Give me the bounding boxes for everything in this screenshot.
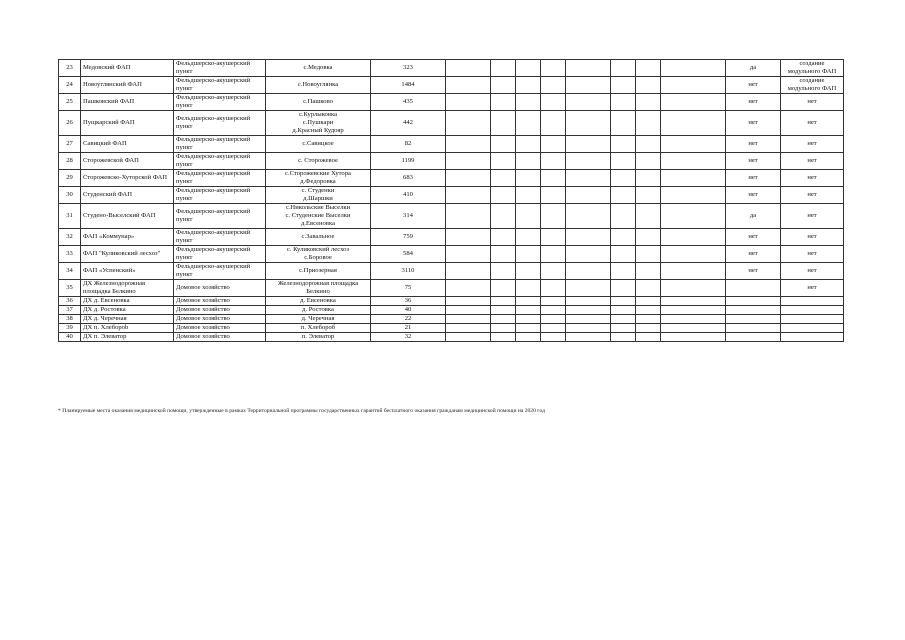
table-row bbox=[59, 297, 844, 306]
empty-cell bbox=[541, 297, 566, 306]
empty-cell bbox=[636, 153, 661, 170]
population: 75 bbox=[371, 280, 446, 297]
modular-plan: нет bbox=[781, 246, 844, 263]
empty-cell bbox=[516, 60, 541, 77]
empty-cell bbox=[636, 204, 661, 229]
facility-name: ДХ п. Элеватор bbox=[81, 333, 174, 342]
modular-plan bbox=[781, 324, 844, 333]
table-row bbox=[59, 153, 844, 170]
empty-cell bbox=[491, 306, 516, 315]
population: 584 bbox=[371, 246, 446, 263]
empty-cell bbox=[661, 280, 726, 297]
modular-plan: создание модульного ФАП bbox=[781, 60, 844, 77]
empty-cell bbox=[516, 324, 541, 333]
empty-cell bbox=[541, 263, 566, 280]
row-number: 26 bbox=[59, 111, 81, 136]
row-number: 35 bbox=[59, 280, 81, 297]
facility-name: Студено-Выселский ФАП bbox=[81, 204, 174, 229]
empty-cell bbox=[491, 280, 516, 297]
facility-name: ДХ д. Черечная bbox=[81, 315, 174, 324]
settlement: с.Новоуглянка bbox=[266, 77, 371, 94]
modular-plan bbox=[781, 297, 844, 306]
facility-name: ФАП «Коммунар» bbox=[81, 229, 174, 246]
empty-cell bbox=[611, 77, 636, 94]
modular-plan: нет bbox=[781, 204, 844, 229]
empty-cell bbox=[491, 333, 516, 342]
population: 36 bbox=[371, 297, 446, 306]
modular-plan: нет bbox=[781, 229, 844, 246]
empty-cell bbox=[661, 333, 726, 342]
empty-cell bbox=[446, 204, 491, 229]
facility-type: Фельдшерско-акушерский пункт bbox=[174, 60, 266, 77]
flag-value: нет bbox=[726, 246, 781, 263]
empty-cell bbox=[636, 111, 661, 136]
empty-cell bbox=[566, 297, 611, 306]
flag-value: да bbox=[726, 204, 781, 229]
facility-name: ДХ д. Евсеновка bbox=[81, 297, 174, 306]
row-number: 40 bbox=[59, 333, 81, 342]
facility-name: ДХ п. Хлеборob bbox=[81, 324, 174, 333]
empty-cell bbox=[491, 153, 516, 170]
settlement: с.Приозерная bbox=[266, 263, 371, 280]
table-row bbox=[59, 60, 844, 77]
empty-cell bbox=[446, 297, 491, 306]
empty-cell bbox=[516, 263, 541, 280]
facility-name: Пашковский ФАП bbox=[81, 94, 174, 111]
flag-value: нет bbox=[726, 111, 781, 136]
modular-plan bbox=[781, 315, 844, 324]
facility-name: Студенский ФАП bbox=[81, 187, 174, 204]
row-number: 30 bbox=[59, 187, 81, 204]
empty-cell bbox=[611, 280, 636, 297]
row-number: 36 bbox=[59, 297, 81, 306]
empty-cell bbox=[566, 315, 611, 324]
empty-cell bbox=[636, 60, 661, 77]
facility-type: Фельдшерско-акушерский пункт bbox=[174, 187, 266, 204]
empty-cell bbox=[566, 77, 611, 94]
empty-cell bbox=[491, 204, 516, 229]
facility-type: Фельдшерско-акушерский пункт bbox=[174, 204, 266, 229]
empty-cell bbox=[446, 111, 491, 136]
row-number: 33 bbox=[59, 246, 81, 263]
settlement: с. Сторожевое bbox=[266, 153, 371, 170]
table-row bbox=[59, 77, 844, 94]
empty-cell bbox=[541, 315, 566, 324]
facility-type: Домовое хозяйство bbox=[174, 306, 266, 315]
empty-cell bbox=[636, 77, 661, 94]
facility-type: Фельдшерско-акушерский пункт bbox=[174, 229, 266, 246]
facility-type: Фельдшерско-акушерский пункт bbox=[174, 111, 266, 136]
population: 442 bbox=[371, 111, 446, 136]
row-number: 23 bbox=[59, 60, 81, 77]
facility-name: ФАП «Успенский» bbox=[81, 263, 174, 280]
facility-name: Сторожевской ФАП bbox=[81, 153, 174, 170]
empty-cell bbox=[661, 170, 726, 187]
facility-type: Домовое хозяйство bbox=[174, 324, 266, 333]
empty-cell bbox=[566, 94, 611, 111]
empty-cell bbox=[611, 333, 636, 342]
empty-cell bbox=[541, 333, 566, 342]
empty-cell bbox=[541, 187, 566, 204]
table-row bbox=[59, 263, 844, 280]
empty-cell bbox=[611, 136, 636, 153]
facility-name: Сторожевско-Хуторской ФАП bbox=[81, 170, 174, 187]
flag-value: да bbox=[726, 60, 781, 77]
empty-cell bbox=[516, 246, 541, 263]
facility-name: Новоуглянский ФАП bbox=[81, 77, 174, 94]
table-row bbox=[59, 187, 844, 204]
empty-cell bbox=[446, 306, 491, 315]
facility-type: Домовое хозяйство bbox=[174, 297, 266, 306]
empty-cell bbox=[566, 111, 611, 136]
modular-plan: нет bbox=[781, 94, 844, 111]
modular-plan: нет bbox=[781, 187, 844, 204]
empty-cell bbox=[661, 187, 726, 204]
empty-cell bbox=[566, 136, 611, 153]
empty-cell bbox=[541, 136, 566, 153]
modular-plan: нет bbox=[781, 263, 844, 280]
facility-name: ДХ Железнодорожная площадка Белкино bbox=[81, 280, 174, 297]
settlement: с.Курлыковка с.Пушкари д.Красный Кудояр bbox=[266, 111, 371, 136]
empty-cell bbox=[566, 60, 611, 77]
empty-cell bbox=[636, 297, 661, 306]
population: 759 bbox=[371, 229, 446, 246]
empty-cell bbox=[491, 94, 516, 111]
flag-value: нет bbox=[726, 136, 781, 153]
empty-cell bbox=[516, 306, 541, 315]
empty-cell bbox=[516, 77, 541, 94]
empty-cell bbox=[636, 280, 661, 297]
empty-cell bbox=[491, 263, 516, 280]
empty-cell bbox=[446, 153, 491, 170]
table-row bbox=[59, 204, 844, 229]
modular-plan bbox=[781, 333, 844, 342]
population: 82 bbox=[371, 136, 446, 153]
empty-cell bbox=[611, 324, 636, 333]
settlement: с.Никольские Выселки с. Студенские Выселки д.Евсеновка bbox=[266, 204, 371, 229]
empty-cell bbox=[491, 111, 516, 136]
row-number: 37 bbox=[59, 306, 81, 315]
empty-cell bbox=[516, 297, 541, 306]
empty-cell bbox=[516, 187, 541, 204]
row-number: 28 bbox=[59, 153, 81, 170]
empty-cell bbox=[611, 204, 636, 229]
empty-cell bbox=[636, 136, 661, 153]
empty-cell bbox=[541, 153, 566, 170]
population: 32 bbox=[371, 333, 446, 342]
empty-cell bbox=[446, 77, 491, 94]
empty-cell bbox=[661, 315, 726, 324]
empty-cell bbox=[661, 204, 726, 229]
empty-cell bbox=[516, 94, 541, 111]
modular-plan: нет bbox=[781, 136, 844, 153]
table-row bbox=[59, 306, 844, 315]
table-row bbox=[59, 136, 844, 153]
population: 1199 bbox=[371, 153, 446, 170]
settlement: с.Пашково bbox=[266, 94, 371, 111]
flag-value bbox=[726, 324, 781, 333]
settlement: с.Завальное bbox=[266, 229, 371, 246]
empty-cell bbox=[446, 263, 491, 280]
facility-type: Домовое хозяйство bbox=[174, 280, 266, 297]
table-row bbox=[59, 280, 844, 297]
empty-cell bbox=[446, 60, 491, 77]
flag-value: нет bbox=[726, 153, 781, 170]
flag-value bbox=[726, 297, 781, 306]
settlement: с.Медовка bbox=[266, 60, 371, 77]
population: 323 bbox=[371, 60, 446, 77]
row-number: 38 bbox=[59, 315, 81, 324]
empty-cell bbox=[446, 94, 491, 111]
empty-cell bbox=[566, 280, 611, 297]
empty-cell bbox=[636, 94, 661, 111]
table-row bbox=[59, 111, 844, 136]
empty-cell bbox=[566, 170, 611, 187]
facility-type: Домовое хозяйство bbox=[174, 315, 266, 324]
settlement: д. Черечная bbox=[266, 315, 371, 324]
empty-cell bbox=[636, 246, 661, 263]
empty-cell bbox=[661, 306, 726, 315]
empty-cell bbox=[516, 111, 541, 136]
empty-cell bbox=[566, 263, 611, 280]
empty-cell bbox=[566, 187, 611, 204]
flag-value bbox=[726, 306, 781, 315]
empty-cell bbox=[611, 153, 636, 170]
empty-cell bbox=[636, 170, 661, 187]
empty-cell bbox=[661, 60, 726, 77]
settlement: д. Ростовка bbox=[266, 306, 371, 315]
empty-cell bbox=[611, 246, 636, 263]
flag-value: нет bbox=[726, 94, 781, 111]
empty-cell bbox=[491, 136, 516, 153]
population: 314 bbox=[371, 204, 446, 229]
empty-cell bbox=[661, 77, 726, 94]
facility-table bbox=[58, 59, 844, 342]
empty-cell bbox=[541, 77, 566, 94]
empty-cell bbox=[446, 170, 491, 187]
empty-cell bbox=[566, 153, 611, 170]
facility-type: Фельдшерско-акушерский пункт bbox=[174, 153, 266, 170]
row-number: 32 bbox=[59, 229, 81, 246]
empty-cell bbox=[566, 246, 611, 263]
facility-name: Савицкий ФАП bbox=[81, 136, 174, 153]
empty-cell bbox=[516, 229, 541, 246]
empty-cell bbox=[611, 229, 636, 246]
row-number: 24 bbox=[59, 77, 81, 94]
empty-cell bbox=[661, 111, 726, 136]
empty-cell bbox=[611, 170, 636, 187]
row-number: 34 bbox=[59, 263, 81, 280]
empty-cell bbox=[636, 306, 661, 315]
empty-cell bbox=[446, 324, 491, 333]
settlement: п. Элеватор bbox=[266, 333, 371, 342]
row-number: 27 bbox=[59, 136, 81, 153]
population: 1484 bbox=[371, 77, 446, 94]
flag-value bbox=[726, 333, 781, 342]
facility-type: Фельдшерско-акушерский пункт bbox=[174, 263, 266, 280]
empty-cell bbox=[661, 246, 726, 263]
empty-cell bbox=[541, 60, 566, 77]
population: 3110 bbox=[371, 263, 446, 280]
empty-cell bbox=[491, 324, 516, 333]
flag-value bbox=[726, 280, 781, 297]
population: 21 bbox=[371, 324, 446, 333]
flag-value: нет bbox=[726, 229, 781, 246]
population: 410 bbox=[371, 187, 446, 204]
empty-cell bbox=[566, 333, 611, 342]
modular-plan: нет bbox=[781, 153, 844, 170]
population: 22 bbox=[371, 315, 446, 324]
row-number: 25 bbox=[59, 94, 81, 111]
row-number: 39 bbox=[59, 324, 81, 333]
settlement: с. Студенки д.Шаршки bbox=[266, 187, 371, 204]
modular-plan: создание модульного ФАП bbox=[781, 77, 844, 94]
empty-cell bbox=[661, 324, 726, 333]
empty-cell bbox=[491, 297, 516, 306]
facility-type: Домовое хозяйство bbox=[174, 333, 266, 342]
empty-cell bbox=[541, 306, 566, 315]
empty-cell bbox=[636, 324, 661, 333]
empty-cell bbox=[636, 315, 661, 324]
table-row bbox=[59, 324, 844, 333]
empty-cell bbox=[491, 77, 516, 94]
facility-type: Фельдшерско-акушерский пункт bbox=[174, 77, 266, 94]
empty-cell bbox=[661, 263, 726, 280]
empty-cell bbox=[516, 153, 541, 170]
empty-cell bbox=[611, 111, 636, 136]
empty-cell bbox=[611, 60, 636, 77]
flag-value: нет bbox=[726, 170, 781, 187]
facility-type: Фельдшерско-акушерский пункт bbox=[174, 246, 266, 263]
facility-name: Медовский ФАП bbox=[81, 60, 174, 77]
empty-cell bbox=[491, 315, 516, 324]
empty-cell bbox=[661, 136, 726, 153]
table-body bbox=[59, 60, 844, 342]
row-number: 31 bbox=[59, 204, 81, 229]
empty-cell bbox=[446, 315, 491, 324]
empty-cell bbox=[516, 204, 541, 229]
table-row bbox=[59, 170, 844, 187]
empty-cell bbox=[446, 136, 491, 153]
population: 435 bbox=[371, 94, 446, 111]
settlement: Железнодорожная площадка Белкино bbox=[266, 280, 371, 297]
empty-cell bbox=[636, 229, 661, 246]
settlement: с.Сторожевские Хутора д.Федоровка bbox=[266, 170, 371, 187]
facility-name: Пущкарский ФАП bbox=[81, 111, 174, 136]
empty-cell bbox=[636, 187, 661, 204]
empty-cell bbox=[566, 204, 611, 229]
footnote: * Планируемые места оказания медицинской помощи, утвержденные в рамках Территориальной программы государственных гарантий бесплатного оказания гражданам медицинской помощи на 2020 год bbox=[58, 408, 545, 414]
population: 40 bbox=[371, 306, 446, 315]
flag-value bbox=[726, 315, 781, 324]
empty-cell bbox=[611, 297, 636, 306]
settlement: д. Евсеновка bbox=[266, 297, 371, 306]
empty-cell bbox=[611, 94, 636, 111]
empty-cell bbox=[491, 60, 516, 77]
empty-cell bbox=[541, 170, 566, 187]
flag-value: нет bbox=[726, 263, 781, 280]
empty-cell bbox=[661, 229, 726, 246]
population: 683 bbox=[371, 170, 446, 187]
empty-cell bbox=[566, 306, 611, 315]
empty-cell bbox=[516, 170, 541, 187]
table-row bbox=[59, 94, 844, 111]
empty-cell bbox=[661, 94, 726, 111]
empty-cell bbox=[491, 246, 516, 263]
empty-cell bbox=[491, 170, 516, 187]
empty-cell bbox=[541, 229, 566, 246]
empty-cell bbox=[446, 280, 491, 297]
settlement: п. Хлебороб bbox=[266, 324, 371, 333]
empty-cell bbox=[541, 111, 566, 136]
empty-cell bbox=[516, 315, 541, 324]
flag-value: нет bbox=[726, 187, 781, 204]
table-row bbox=[59, 315, 844, 324]
modular-plan bbox=[781, 306, 844, 315]
row-number: 29 bbox=[59, 170, 81, 187]
modular-plan: нет bbox=[781, 111, 844, 136]
empty-cell bbox=[611, 263, 636, 280]
empty-cell bbox=[446, 333, 491, 342]
empty-cell bbox=[516, 280, 541, 297]
flag-value: нет bbox=[726, 77, 781, 94]
empty-cell bbox=[446, 229, 491, 246]
empty-cell bbox=[541, 246, 566, 263]
empty-cell bbox=[661, 153, 726, 170]
empty-cell bbox=[636, 333, 661, 342]
settlement: с.Савицкое bbox=[266, 136, 371, 153]
modular-plan: нет bbox=[781, 170, 844, 187]
empty-cell bbox=[566, 324, 611, 333]
empty-cell bbox=[611, 315, 636, 324]
empty-cell bbox=[541, 94, 566, 111]
empty-cell bbox=[446, 246, 491, 263]
empty-cell bbox=[611, 187, 636, 204]
empty-cell bbox=[491, 187, 516, 204]
modular-plan: нет bbox=[781, 280, 844, 297]
empty-cell bbox=[446, 187, 491, 204]
table-row bbox=[59, 229, 844, 246]
empty-cell bbox=[611, 306, 636, 315]
empty-cell bbox=[661, 297, 726, 306]
settlement: с. Куликовский лесхоз с.Боровое bbox=[266, 246, 371, 263]
empty-cell bbox=[636, 263, 661, 280]
empty-cell bbox=[516, 333, 541, 342]
facility-name: ФАП "Куликовский лесхоз" bbox=[81, 246, 174, 263]
empty-cell bbox=[491, 229, 516, 246]
empty-cell bbox=[541, 280, 566, 297]
empty-cell bbox=[566, 229, 611, 246]
empty-cell bbox=[541, 324, 566, 333]
facility-type: Фельдшерско-акушерский пункт bbox=[174, 136, 266, 153]
facility-type: Фельдшерско-акушерский пункт bbox=[174, 94, 266, 111]
empty-cell bbox=[516, 136, 541, 153]
facility-type: Фельдшерско-акушерский пункт bbox=[174, 170, 266, 187]
table-row bbox=[59, 246, 844, 263]
facility-name: ДХ д. Ростовка bbox=[81, 306, 174, 315]
table-row bbox=[59, 333, 844, 342]
empty-cell bbox=[541, 204, 566, 229]
